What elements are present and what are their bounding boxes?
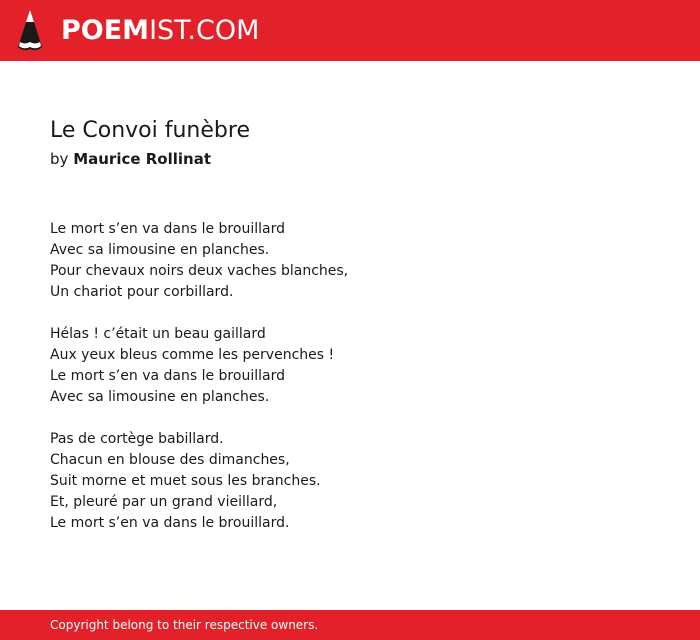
pencil-tip-icon[interactable] [16, 9, 44, 52]
brand-bold-text: POEM [61, 15, 150, 46]
poem-line: Pour chevaux noirs deux vaches blanches, [50, 263, 349, 279]
poem-line: Le mort s’en va dans le brouillard [50, 221, 285, 237]
poem-line: Hélas ! c’était un beau gaillard [50, 326, 266, 342]
copyright-text: Copyright belong to their respective owners. [50, 618, 319, 632]
stanza [50, 429, 650, 534]
poem-line: Le mort s’en va dans le brouillard. [50, 515, 290, 531]
poem-line: Suit morne et muet sous les branches. [50, 473, 321, 489]
poem-byline [50, 148, 650, 170]
byline-prefix: by [50, 150, 69, 168]
stanza [50, 324, 650, 408]
poem-line: Pas de cortège babillard. [50, 431, 224, 447]
poem-line: Un chariot pour corbillard. [50, 284, 234, 300]
site-footer [0, 610, 700, 640]
poem-line: Avec sa limousine en planches. [50, 389, 270, 405]
stanza [50, 219, 650, 303]
poem-body [50, 219, 650, 534]
poem-line: Aux yeux bleus comme les pervenches ! [50, 347, 335, 363]
brand-light-text: IST.COM [149, 15, 260, 46]
poem-content [50, 116, 650, 555]
poem-line: Le mort s’en va dans le brouillard [50, 368, 285, 384]
author-name: Maurice Rollinat [73, 150, 211, 168]
poem-line: Chacun en blouse des dimanches, [50, 452, 290, 468]
site-header [0, 0, 700, 61]
site-logo-text[interactable] [61, 12, 259, 50]
poem-line: Avec sa limousine en planches. [50, 242, 270, 258]
poem-title: Le Convoi funèbre [50, 118, 250, 143]
poem-line: Et, pleuré par un grand vieillard, [50, 494, 278, 510]
